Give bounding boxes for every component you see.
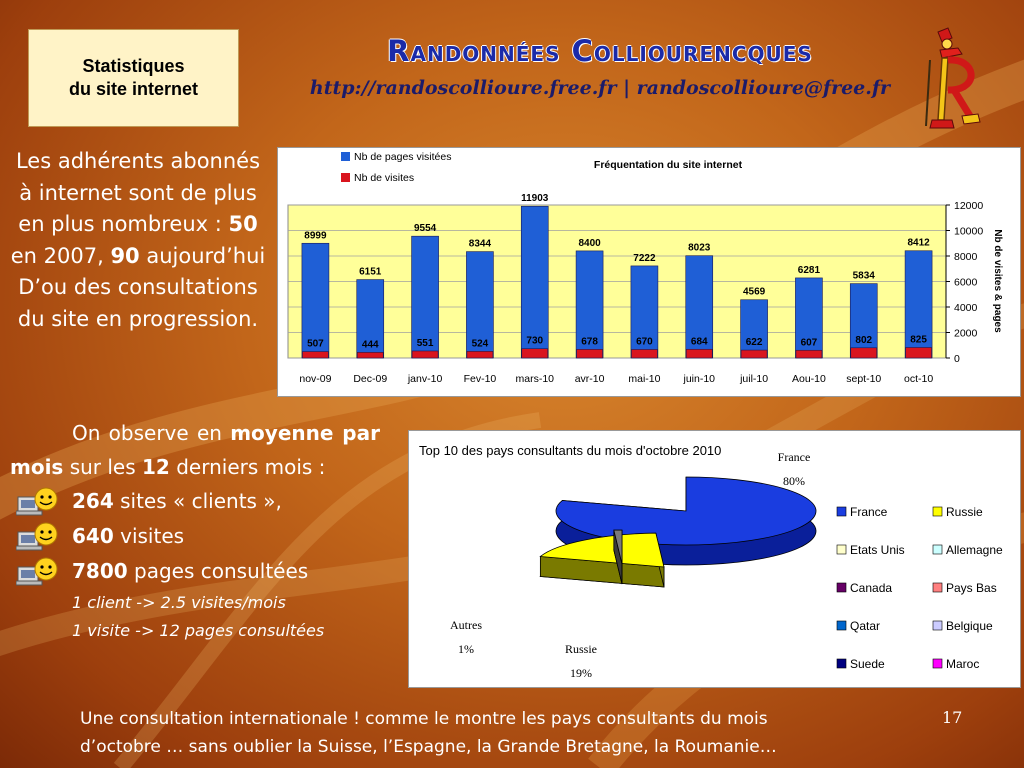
stat-row	[10, 554, 380, 589]
stats-lead: On observe en	[72, 421, 231, 445]
x-tick-label: juin-10	[683, 373, 716, 385]
legend-label: Pays Bas	[946, 581, 997, 595]
data-label-visits: 678	[581, 336, 598, 348]
stats-intro	[10, 416, 380, 484]
data-label-visits: 607	[800, 337, 818, 349]
bar-visits	[577, 349, 603, 358]
y-tick-label: 6000	[954, 276, 978, 289]
pie-label-pct: 1%	[458, 642, 474, 656]
legend-label: Qatar	[850, 619, 881, 633]
legend-label: Canada	[850, 581, 893, 595]
slide-label-line2: du site internet	[68, 79, 198, 99]
stat-label: visites	[113, 524, 185, 548]
x-tick-label: mars-10	[515, 373, 555, 385]
data-label-visits: 524	[471, 338, 489, 350]
stats-lead-2: sur les	[63, 455, 143, 479]
data-label-visits: 684	[690, 336, 708, 348]
data-label-pages: 7222	[633, 252, 656, 264]
bar-visits	[741, 350, 767, 358]
x-tick-label: avr-10	[574, 373, 605, 385]
data-label-visits: 444	[361, 339, 379, 351]
legend-swatch	[341, 152, 350, 161]
y-tick-label: 0	[954, 353, 960, 365]
visits-bar-chart	[277, 147, 1021, 397]
y-tick-label: 2000	[954, 327, 978, 340]
stats-lead-3: derniers mois :	[169, 455, 326, 479]
legend-label: Russie	[946, 505, 983, 519]
footer-line-1: Une consultation internationale ! comme le montre les pays consultants du mois	[80, 709, 768, 729]
x-tick-label: Aou-10	[791, 373, 826, 385]
legend-swatch	[837, 507, 846, 516]
legend-label: Maroc	[946, 657, 980, 671]
data-label-pages: 11903	[521, 193, 549, 205]
data-label-pages: 6151	[359, 266, 382, 278]
stat-value: 264	[72, 489, 114, 513]
data-label-visits: 670	[636, 336, 653, 348]
y-tick-label: 4000	[954, 302, 978, 314]
pie-label-name: Autres	[450, 618, 482, 632]
x-tick-label: sept-10	[846, 373, 882, 385]
bar-pages	[850, 284, 877, 358]
bar-visits	[357, 352, 383, 358]
legend-label: Belgique	[946, 619, 993, 633]
slide-label-box	[28, 29, 239, 127]
data-label-pages: 8400	[578, 237, 601, 249]
bar-visits	[412, 351, 438, 358]
legend-label: Allemagne	[946, 543, 1003, 557]
slide-title: Randonnées Colliourencques	[387, 34, 813, 68]
intro-text-1: Les adhérents abonnés à internet sont de plus en plus nombreux :	[15, 149, 261, 236]
legend-swatch	[837, 621, 846, 630]
legend-label: Etats Unis	[850, 543, 905, 557]
club-logo-icon	[918, 24, 988, 136]
footer-text	[80, 705, 930, 761]
stats-note-1: 1 client -> 2.5 visites/mois	[72, 593, 286, 612]
legend-swatch	[933, 659, 942, 668]
data-label-pages: 9554	[413, 223, 437, 235]
stats-lead-number: 12	[142, 455, 170, 479]
bar-visits	[631, 349, 657, 358]
legend-label: Nb de pages visitées	[354, 151, 452, 163]
members-paragraph	[10, 146, 266, 335]
data-label-pages: 8412	[907, 237, 930, 249]
data-label-pages: 6281	[797, 264, 821, 276]
bar-visits	[796, 350, 822, 358]
y-tick-label: 8000	[954, 251, 978, 263]
legend-swatch	[837, 583, 846, 592]
stats-note-2: 1 visite -> 12 pages consultées	[72, 621, 325, 640]
pie-label-name: Russie	[564, 642, 598, 656]
data-label-pages: 8344	[468, 238, 492, 250]
pie-title: Top 10 des pays consultants du mois d'octobre 2010	[419, 443, 722, 458]
slide-subtitle[interactable]: http://randoscollioure.free.fr | randoscollioure@free.fr	[309, 77, 891, 99]
legend-swatch	[837, 659, 846, 668]
y-tick-label: 10000	[954, 225, 984, 238]
stat-row	[10, 519, 380, 554]
footer-line-2: d’octobre … sans oublier la Suisse, l’Espagne, la Grande Bretagne, la Roumanie…	[80, 737, 777, 757]
x-tick-label: Fev-10	[463, 373, 497, 385]
pie-label-pct: 80%	[783, 474, 805, 488]
legend-label: France	[850, 505, 888, 519]
slide-label-line1: Statistiques	[82, 56, 185, 76]
data-label-visits: 507	[307, 338, 324, 350]
bar-visits	[302, 352, 328, 358]
intro-text-2: en 2007,	[10, 243, 111, 268]
x-tick-label: oct-10	[903, 373, 934, 385]
bar-pages	[741, 300, 768, 358]
countries-pie-chart	[408, 430, 1021, 688]
stat-label: pages consultées	[127, 559, 309, 583]
legend-swatch	[933, 621, 942, 630]
legend-swatch	[933, 583, 942, 592]
legend-label: Nb de visites	[354, 172, 415, 184]
x-tick-label: janv-10	[407, 373, 443, 385]
stat-row	[10, 484, 380, 519]
legend-swatch	[933, 507, 942, 516]
legend-swatch	[341, 173, 350, 182]
legend-label: Suede	[850, 657, 885, 671]
chart-title: Fréquentation du site internet	[593, 159, 743, 171]
bar-visits	[686, 349, 712, 358]
y-tick-label: 12000	[954, 200, 984, 212]
smiley-computer-icon	[16, 520, 62, 552]
data-label-pages: 5834	[852, 270, 875, 282]
stat-value: 7800	[72, 559, 128, 583]
stat-label: sites « clients »,	[113, 489, 282, 513]
pie-slice-france	[556, 477, 816, 545]
bar-visits	[906, 347, 932, 358]
intro-number-2: 90	[110, 243, 140, 268]
slide-number: 17	[942, 708, 963, 727]
bar-visits	[467, 351, 493, 358]
data-label-visits: 802	[855, 334, 873, 346]
intro-number-1: 50	[228, 212, 258, 236]
monthly-stats	[10, 416, 380, 645]
smiley-computer-icon	[16, 555, 62, 587]
legend-swatch	[933, 545, 942, 554]
pie-label-pct: 19%	[570, 666, 592, 680]
bar-visits	[522, 349, 548, 358]
bar-visits	[851, 348, 877, 358]
x-tick-label: nov-09	[299, 373, 332, 385]
smiley-computer-icon	[16, 485, 62, 517]
legend-swatch	[837, 545, 846, 554]
x-tick-label: Dec-09	[353, 373, 388, 385]
data-label-visits: 825	[910, 334, 927, 346]
intro-text-3: aujourd’hui D’ou des consultations du site en progression.	[17, 243, 266, 331]
data-label-pages: 8023	[688, 242, 711, 254]
pie-label-name: France	[777, 450, 811, 464]
data-label-visits: 551	[416, 337, 434, 349]
stat-value: 640	[72, 524, 114, 548]
x-tick-label: mai-10	[628, 373, 661, 385]
data-label-pages: 8999	[304, 230, 327, 242]
data-label-visits: 730	[526, 335, 544, 347]
x-tick-label: juil-10	[740, 373, 769, 385]
y-axis-label: Nb de visites & pages	[992, 229, 1003, 333]
data-label-pages: 4569	[742, 286, 766, 298]
data-label-visits: 622	[745, 337, 763, 349]
stats-lead-bold: moyenne par mois	[10, 421, 380, 479]
